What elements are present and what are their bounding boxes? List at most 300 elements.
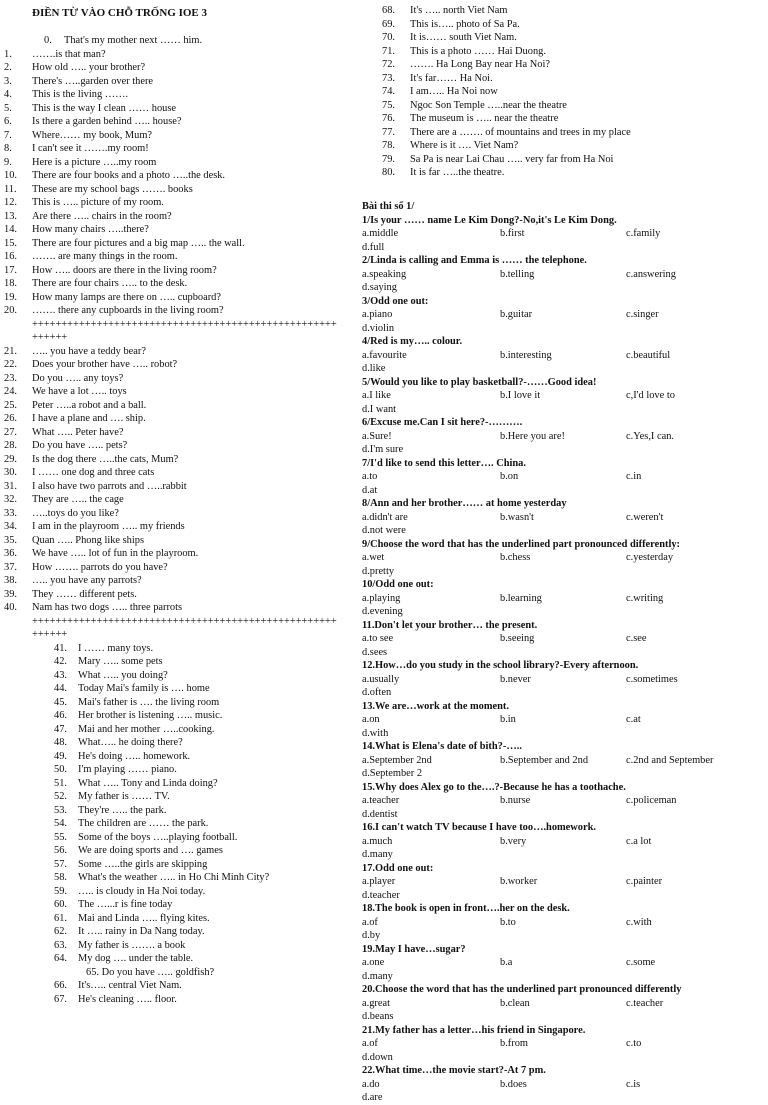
question-text: How ….. doors are there in the living room? xyxy=(32,264,217,276)
question-text: This is the living ……. xyxy=(32,89,129,100)
question-number: 47. xyxy=(54,723,67,735)
quiz-question: 10/Odd one out: xyxy=(362,579,434,590)
quiz-option-b: b.nurse xyxy=(500,795,531,806)
question-text: My dog …. under the table. xyxy=(78,953,194,964)
question-line xyxy=(382,85,762,99)
question-number: 25. xyxy=(4,399,17,411)
quiz-option-b: b.to xyxy=(500,916,516,928)
quiz-question: 14.What is Elena's date of bith?-….. xyxy=(362,741,522,752)
question-text: This is a photo …… Hai Duong. xyxy=(410,45,546,57)
question-text: We have a lot ….. toys xyxy=(32,386,127,397)
question-line xyxy=(0,790,358,804)
question-text: Where…… my book, Mum? xyxy=(32,129,153,141)
question-line xyxy=(0,534,358,548)
quiz-question: 2/Linda is calling and Emma is …… the telephone. xyxy=(362,255,587,266)
quiz-option-d: d.sees xyxy=(362,646,388,658)
question-line xyxy=(0,183,358,197)
quiz-option-b: b.seeing xyxy=(500,633,535,644)
question-number: 42. xyxy=(54,656,67,667)
question-number: 11. xyxy=(4,183,17,195)
quiz-option-c: c.singer xyxy=(626,309,659,320)
question-text: Some of the boys …..playing football. xyxy=(78,831,238,843)
quiz-option-b: b.from xyxy=(500,1038,528,1049)
question-text: He's doing ….. homework. xyxy=(78,750,191,762)
question-number: 15. xyxy=(4,237,17,249)
quiz-option-c: c.policeman xyxy=(626,795,677,806)
question-line xyxy=(0,426,358,440)
quiz-options xyxy=(362,511,762,525)
question-number: 57. xyxy=(54,858,67,870)
quiz-option-a: a.September 2nd xyxy=(362,754,432,766)
quiz-options xyxy=(362,268,762,282)
question-text: He's cleaning ….. floor. xyxy=(78,993,177,1005)
quiz-option-d: d.beans xyxy=(362,1011,394,1022)
question-line xyxy=(382,99,762,113)
question-line xyxy=(382,153,762,167)
quiz-option-c: c.in xyxy=(626,471,642,482)
quiz-option-c: c.Yes,I can. xyxy=(626,430,674,442)
quiz-question: 11.Don't let your brother… the present. xyxy=(362,619,538,631)
quiz-question: 7/I'd like to send this letter…. China. xyxy=(362,457,526,469)
quiz-option-a: a.to xyxy=(362,471,378,482)
question-number: 49. xyxy=(54,750,67,762)
question-line xyxy=(0,196,358,210)
quiz-options xyxy=(362,1037,762,1051)
question-text: The museum is ….. near the theatre xyxy=(410,113,559,124)
quiz-options xyxy=(362,754,762,768)
question-text: This is ….. picture of my room. xyxy=(32,197,164,208)
question-number: 36. xyxy=(4,548,17,559)
question-line xyxy=(0,750,358,764)
quiz-option-d: d.dentist xyxy=(362,808,398,820)
quiz-option-c: c.2nd and September xyxy=(626,754,714,766)
question-text: It's ….. north Viet Nam xyxy=(410,5,508,16)
question-text: Do you have ….. pets? xyxy=(32,440,128,451)
quiz-options xyxy=(362,227,762,241)
question-line xyxy=(0,223,358,237)
question-line xyxy=(0,358,358,372)
quiz-question: 3/Odd one out: xyxy=(362,295,429,307)
question-line xyxy=(382,18,762,32)
quiz-option-d: d.down xyxy=(362,1051,393,1063)
question-text: I'm playing …… piano. xyxy=(78,764,177,775)
question-line xyxy=(0,277,358,291)
question-number: 45. xyxy=(54,696,67,708)
question-text: What….. he doing there? xyxy=(78,737,183,748)
quiz-option-b: b.first xyxy=(500,228,525,239)
question-text: Quan ….. Phong like ships xyxy=(32,534,144,546)
question-line xyxy=(0,993,358,1007)
question-line xyxy=(382,58,762,72)
question-number: 16. xyxy=(4,251,17,262)
quiz-option-a: a.I like xyxy=(362,390,391,401)
question-number: 33. xyxy=(4,507,17,519)
quiz-option-a: a.of xyxy=(362,1038,378,1049)
quiz-option-a: a.usually xyxy=(362,673,400,685)
question-number: 51. xyxy=(54,777,67,789)
question-number: 72. xyxy=(382,59,395,70)
question-line xyxy=(0,655,358,669)
quiz-options xyxy=(362,308,762,322)
quiz-question: 17.Odd one out: xyxy=(362,862,434,874)
question-number: 5. xyxy=(4,102,12,114)
question-line xyxy=(0,169,358,183)
question-text: The children are …… the park. xyxy=(78,818,209,829)
question-line xyxy=(0,763,358,777)
question-text: Mai and Linda ….. flying kites. xyxy=(78,912,210,924)
quiz-option-a: a.middle xyxy=(362,228,399,239)
question-line xyxy=(0,817,358,831)
question-text: Are there ….. chairs in the room? xyxy=(32,210,172,222)
question-line xyxy=(382,31,762,45)
question-number: 26. xyxy=(4,413,17,424)
question-number: 8. xyxy=(4,143,12,154)
question-text: ….. is cloudy in Ha Noi today. xyxy=(78,885,206,897)
quiz-option-c: c.yesterday xyxy=(626,552,674,563)
quiz-question: 5/Would you like to play basketball?-……Good idea! xyxy=(362,376,597,388)
quiz-option-c: c,I'd love to xyxy=(626,390,675,401)
question-text: What ….. Tony and Linda doing? xyxy=(78,777,218,789)
quiz-option-c: c.a lot xyxy=(626,835,652,847)
quiz-option-a: a.player xyxy=(362,876,396,887)
question-text: Today Mai's family is …. home xyxy=(78,683,210,694)
question-line xyxy=(0,210,358,224)
question-line xyxy=(0,696,358,710)
separator-line: ++++++++++++++++++++++++++++++++++++++++++++++++++++++++++ xyxy=(32,615,337,640)
question-number: 78. xyxy=(382,140,395,151)
quiz-question: 21.My father has a letter…his friend in Singapore. xyxy=(362,1024,586,1036)
question-text: There are four chairs ….. to the desk. xyxy=(32,278,188,289)
quiz-option-b: b.wasn't xyxy=(500,511,534,523)
quiz-options xyxy=(362,470,762,484)
question-text: ……. are many things in the room. xyxy=(32,251,178,262)
question-line xyxy=(0,642,358,656)
quiz-option-c: c.to xyxy=(626,1038,642,1049)
question-text: They're ….. the park. xyxy=(78,804,167,816)
question-text: I have a plane and …. ship. xyxy=(32,413,146,424)
question-line xyxy=(0,804,358,818)
question-text: It ….. rainy in Da Nang today. xyxy=(78,926,205,937)
quiz-question: 18.The book is open in front….her on the desk. xyxy=(362,903,570,914)
question-line xyxy=(0,939,358,953)
question-number: 54. xyxy=(54,818,67,829)
quiz-option-d: d.are xyxy=(362,1092,383,1103)
question-text: I also have two parrots and …..rabbit xyxy=(32,480,187,492)
quiz-option-a: a.favourite xyxy=(362,349,407,361)
question-text: They …… different pets. xyxy=(32,588,137,600)
question-number: 71. xyxy=(382,45,395,57)
question-line xyxy=(0,777,358,791)
question-line xyxy=(0,966,358,980)
question-number: 13. xyxy=(4,210,17,222)
example-line: 0. That's my mother next …… him. xyxy=(44,35,203,46)
question-line xyxy=(0,412,358,426)
question-line xyxy=(0,669,358,683)
question-number: 39. xyxy=(4,588,17,600)
question-number: 3. xyxy=(4,75,12,87)
question-number: 4. xyxy=(4,89,12,100)
question-text: We are doing sports and …. games xyxy=(78,845,223,856)
quiz-option-c: c.at xyxy=(626,714,641,725)
quiz-option-b: b.interesting xyxy=(500,349,552,361)
quiz-option-c: c.painter xyxy=(626,876,663,887)
question-number: 30. xyxy=(4,467,17,478)
question-number: 41. xyxy=(54,642,67,654)
quiz-options xyxy=(362,632,762,646)
question-number: 14. xyxy=(4,224,17,235)
question-text: ……. there any cupboards in the living room? xyxy=(32,305,224,316)
quiz-question: 9/Choose the word that has the underlined part pronounced differently: xyxy=(362,538,680,550)
quiz-option-d: d.violin xyxy=(362,322,395,334)
question-line xyxy=(0,493,358,507)
quiz-option-c: c.teacher xyxy=(626,997,664,1009)
question-number: 79. xyxy=(382,153,395,165)
question-text: What ….. you doing? xyxy=(78,669,168,681)
question-text: They are ….. the cage xyxy=(32,494,124,505)
quiz-option-d: d.saying xyxy=(362,282,397,293)
question-number: 74. xyxy=(382,86,395,97)
quiz-option-c: c.weren't xyxy=(626,511,664,523)
quiz-option-a: a.playing xyxy=(362,592,401,604)
question-text: Ngoc Son Temple …..near the theatre xyxy=(410,99,567,111)
quiz-option-b: b.telling xyxy=(500,268,535,280)
question-number: 23. xyxy=(4,372,17,384)
quiz-option-c: c.writing xyxy=(626,592,664,604)
question-number: 21. xyxy=(4,345,17,357)
question-line xyxy=(0,439,358,453)
question-text: My father is ……. a book xyxy=(78,939,186,951)
quiz-question: 12.How…do you study in the school library?-Every afternoon. xyxy=(362,660,639,671)
question-number: 63. xyxy=(54,939,67,951)
question-number: 50. xyxy=(54,764,67,775)
quiz-question: 6/Excuse me.Can I sit here?-………. xyxy=(362,417,523,428)
quiz-option-d: d.like xyxy=(362,363,386,374)
quiz-question: 16.I can't watch TV because I have too….homework. xyxy=(362,822,596,833)
quiz-question: 13.We are…work at the moment. xyxy=(362,700,509,712)
question-number: 19. xyxy=(4,291,17,303)
quiz-option-c: c.answering xyxy=(626,268,676,280)
question-text: There are four books and a photo …..the desk. xyxy=(32,170,226,181)
quiz-question: 20.Choose the word that has the underlined part pronounced differently xyxy=(362,984,682,995)
quiz-option-a: a.piano xyxy=(362,309,393,320)
question-number: 27. xyxy=(4,426,17,438)
question-number: 22. xyxy=(4,359,17,370)
question-number: 66. xyxy=(54,980,67,991)
question-text: Her brother is listening ….. music. xyxy=(78,710,223,721)
question-number: 70. xyxy=(382,32,395,43)
quiz-option-c: c.family xyxy=(626,228,661,239)
worksheet-title: ĐIỀN TỪ VÀO CHỖ TRỐNG IOE 3 xyxy=(32,7,208,19)
question-number: 53. xyxy=(54,804,67,816)
question-number: 37. xyxy=(4,561,17,573)
quiz-option-c: c.some xyxy=(626,957,656,968)
question-number: 31. xyxy=(4,480,17,492)
question-number: 44. xyxy=(54,683,67,694)
question-text: There's …..garden over there xyxy=(32,75,154,87)
question-line xyxy=(0,156,358,170)
question-text: There are a ……. of mountains and trees in my place xyxy=(410,126,631,138)
question-number: 2. xyxy=(4,62,12,73)
quiz-options xyxy=(362,956,762,970)
question-text: There are four pictures and a big map ….. the wall. xyxy=(32,237,245,249)
question-number: 56. xyxy=(54,845,67,856)
question-line xyxy=(0,588,358,602)
right-question-list xyxy=(382,4,762,180)
question-number: 32. xyxy=(4,494,17,505)
question-line xyxy=(0,507,358,521)
question-line xyxy=(0,372,358,386)
question-number: 9. xyxy=(4,156,12,168)
quiz-section xyxy=(362,200,762,1105)
question-text: Some …..the girls are skipping xyxy=(78,858,208,870)
question-number: 68. xyxy=(382,5,395,16)
question-line xyxy=(0,237,358,251)
quiz-option-a: a.of xyxy=(362,916,378,928)
quiz-option-b: b.never xyxy=(500,673,531,685)
question-line xyxy=(0,682,358,696)
question-number: 20. xyxy=(4,305,17,316)
quiz-option-a: a.do xyxy=(362,1078,380,1090)
question-line xyxy=(0,709,358,723)
question-line xyxy=(0,61,358,75)
quiz-option-d: d.September 2 xyxy=(362,768,423,779)
question-number: 62. xyxy=(54,926,67,937)
question-number: 34. xyxy=(4,521,17,532)
question-text: I am….. Ha Noi now xyxy=(410,86,498,97)
quiz-options xyxy=(362,551,762,565)
quiz-option-d: d.often xyxy=(362,687,392,698)
quiz-option-a: a.one xyxy=(362,957,385,968)
question-text: This is the way I clean …… house xyxy=(32,102,176,114)
separator-line: ++++++++++++++++++++++++++++++++++++++++++++++++++++++++++ xyxy=(32,318,337,343)
question-number: 80. xyxy=(382,167,395,178)
quiz-option-b: b.in xyxy=(500,714,516,725)
quiz-option-b: b.very xyxy=(500,835,527,847)
quiz-option-b: b.guitar xyxy=(500,309,533,320)
question-line xyxy=(0,831,358,845)
question-number: 7. xyxy=(4,129,12,141)
quiz-option-a: a.on xyxy=(362,714,380,725)
question-number: 58. xyxy=(54,872,67,883)
quiz-options xyxy=(362,430,762,444)
question-line xyxy=(0,925,358,939)
quiz-option-c: c.is xyxy=(626,1078,641,1090)
quiz-question: 19.May I have…sugar? xyxy=(362,943,466,955)
question-text: Where is it …. Viet Nam? xyxy=(410,140,519,151)
quiz-options xyxy=(362,794,762,808)
quiz-option-b: b.chess xyxy=(500,552,531,563)
question-number: 46. xyxy=(54,710,67,721)
quiz-options xyxy=(362,349,762,363)
quiz-option-b: b.worker xyxy=(500,876,538,887)
question-text: It's far…… Ha Noi. xyxy=(410,72,493,84)
question-line xyxy=(382,112,762,126)
quiz-options xyxy=(362,916,762,930)
question-number: 77. xyxy=(382,126,395,138)
question-text: The …...r is fine today xyxy=(78,899,173,910)
question-line xyxy=(0,520,358,534)
question-line xyxy=(0,561,358,575)
question-text: …….is that man? xyxy=(32,48,106,60)
question-number: 35. xyxy=(4,534,17,546)
question-text: ……. Ha Long Bay near Ha Noi? xyxy=(410,59,550,70)
quiz-option-b: b.a xyxy=(500,957,513,968)
quiz-options xyxy=(362,997,762,1011)
question-text: Is the dog there …..the cats, Mum? xyxy=(32,453,179,465)
quiz-options xyxy=(362,875,762,889)
quiz-option-b: b.learning xyxy=(500,592,542,604)
quiz-title: Bài thi số 1/ xyxy=(362,201,415,212)
quiz-option-a: a.wet xyxy=(362,552,385,563)
quiz-option-c: c.see xyxy=(626,633,647,644)
question-text: My father is …… TV. xyxy=(78,791,170,802)
left-question-list xyxy=(0,34,358,1006)
question-line xyxy=(0,88,358,102)
question-text: This is….. photo of Sa Pa. xyxy=(410,18,520,30)
question-line xyxy=(0,858,358,872)
quiz-option-d: d.not were xyxy=(362,525,406,536)
question-number: 69. xyxy=(382,18,395,30)
question-line xyxy=(0,75,358,89)
question-text: We have ….. lot of fun in the playroom. xyxy=(32,548,199,559)
question-number: 24. xyxy=(4,386,17,397)
question-line xyxy=(0,129,358,143)
question-number: 76. xyxy=(382,113,395,124)
question-line xyxy=(0,885,358,899)
question-text: It is…… south Viet Nam. xyxy=(410,32,517,43)
question-number: 17. xyxy=(4,264,17,276)
question-text: Mai and her mother …..cooking. xyxy=(78,723,215,735)
quiz-options xyxy=(362,673,762,687)
question-line xyxy=(0,102,358,116)
quiz-option-c: c.beautiful xyxy=(626,349,671,361)
question-text: How old ….. your brother? xyxy=(32,62,146,73)
question-line xyxy=(0,952,358,966)
question-line xyxy=(0,48,358,62)
question-line xyxy=(0,466,358,480)
question-text: Does your brother have ….. robot? xyxy=(32,359,178,370)
quiz-option-b: b.September and 2nd xyxy=(500,754,589,766)
question-number: 43. xyxy=(54,669,67,681)
quiz-question: 8/Ann and her brother…… at home yesterday xyxy=(362,498,567,509)
quiz-question: 4/Red is my….. colour. xyxy=(362,336,463,347)
quiz-option-d: d.many xyxy=(362,849,393,860)
question-text: Is there a garden behind ….. house? xyxy=(32,116,182,127)
question-line xyxy=(382,4,762,18)
question-text: Mary ….. some pets xyxy=(78,656,163,667)
question-line xyxy=(0,453,358,467)
question-text: I …… many toys. xyxy=(78,642,154,654)
question-number: 18. xyxy=(4,278,17,289)
quiz-question: 15.Why does Alex go to the….?-Because he has a toothache. xyxy=(362,781,626,793)
quiz-option-c: c.with xyxy=(626,916,652,928)
question-line xyxy=(0,264,358,278)
quiz-option-d: d.teacher xyxy=(362,889,400,901)
question-text: I am in the playroom ….. my friends xyxy=(32,521,185,532)
quiz-option-a: a.teacher xyxy=(362,795,400,806)
quiz-option-d: d.evening xyxy=(362,606,403,617)
question-text: Here is a picture …..my room xyxy=(32,156,157,168)
quiz-option-a: a.Sure! xyxy=(362,430,392,442)
quiz-option-b: b.does xyxy=(500,1078,527,1090)
question-line xyxy=(382,166,762,180)
question-text: How many chairs …..there? xyxy=(32,224,149,235)
question-line xyxy=(382,139,762,153)
question-number: 59. xyxy=(54,885,67,897)
question-number: 73. xyxy=(382,72,395,84)
question-number: 6. xyxy=(4,116,12,127)
question-number: 75. xyxy=(382,99,395,111)
